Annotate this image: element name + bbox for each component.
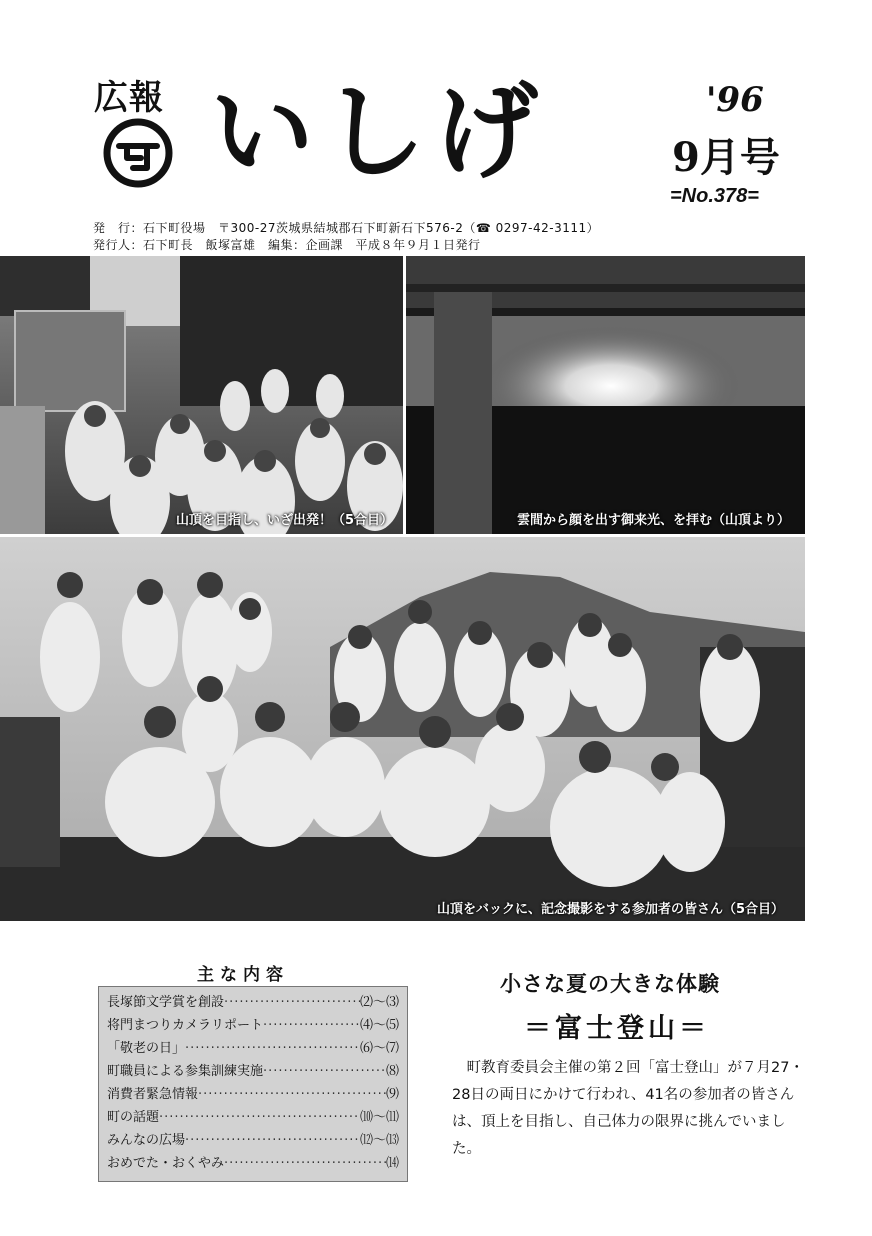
toc-item-title: おめでた・おくやみ [107,1156,225,1171]
table-of-contents [98,986,408,1182]
article-body [452,1055,810,1163]
toc-item-pages: ⑿～⒀ [359,1133,399,1148]
toc-item[interactable] [107,1154,399,1174]
photo-group [0,537,805,921]
photo-caption-sunrise: 雲間から顔を出す御来光、を拝む（山頂より） [517,513,791,528]
toc-item-pages: ⑹～⑺ [359,1041,399,1056]
toc-item[interactable] [107,1131,399,1151]
photo-caption-start: 山頂を目指し、いざ出発！（5合目） [176,513,394,528]
toc-heading: 主な内容 [197,965,289,985]
photo-caption-group: 山頂をバックに、記念撮影をする参加者の皆さん（5合目） [437,902,785,917]
toc-item-pages: ⑷～⑸ [359,1018,399,1033]
toc-item[interactable] [107,1016,399,1036]
issue-month: 9月号 [672,134,780,181]
photo-sunrise [406,256,805,534]
toc-item[interactable] [107,1085,399,1105]
toc-item-pages: ⒁ [385,1156,399,1171]
article-headline: 小さな夏の大きな体験 [500,972,720,996]
toc-item-pages: ⑻ [385,1064,399,1079]
toc-item-title: 「敬老の日」 [107,1041,186,1056]
newsletter-title: いしげ [210,70,547,193]
toc-item[interactable] [107,1062,399,1082]
toc-item-title: 消費者緊急情報 [107,1087,199,1102]
toc-item-pages: ⑵～⑶ [359,995,399,1010]
issue-year: '96 [706,80,764,120]
toc-item-title: 将門まつりカメラリポート [107,1018,264,1033]
article-body-text: 町教育委員会主催の第２回「富士登山」が７月27・28日の両日にかけて行われ、41名の参加者の皆さんは、頂上を目指し、自己体力の限界に挑んでいました。 [452,1060,804,1157]
article-subheadline: ＝富士登山＝ [524,1013,710,1044]
toc-item-pages: ⑼ [385,1087,399,1102]
toc-item-title: 長塚節文学賞を創設 [107,995,225,1010]
publisher-line: 発 行：石下町役場 〒300-27茨城県結城郡石下町新石下576-2（☎ 0297-42-3111） [93,221,600,235]
toc-item-title: 町の話題 [107,1110,160,1125]
photo-climbers-start [0,256,403,534]
toc-item-pages: ⑽～⑾ [359,1110,399,1125]
toc-item[interactable] [107,1108,399,1128]
toc-item-title: 町職員による参集訓練実施 [107,1064,264,1079]
koho-label: 広報 [94,78,164,118]
issue-number: =No.378= [670,185,759,207]
editor-line: 発行人：石下町長 飯塚富雄 編集：企画課 平成８年９月１日発行 [93,238,481,252]
town-emblem-logo [103,118,173,188]
toc-item-title: みんなの広場 [107,1133,186,1148]
toc-item[interactable] [107,993,399,1013]
toc-item[interactable] [107,1039,399,1059]
